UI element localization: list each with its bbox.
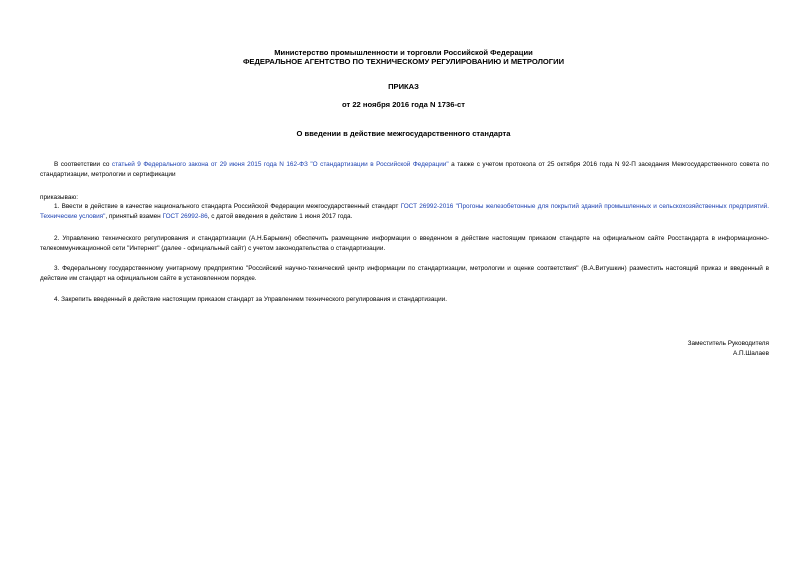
item-3-paragraph: 3. Федеральному государственному унитарному предприятию "Российский научно-технический центр информации по стандартизации, метрологии и оценке соответствия" (В.А.Витушкин) разместить настоящий приказ и введенный в действие им стандарт на официальном сайте в установленном порядке.: [40, 265, 769, 282]
gost-26992-86-link[interactable]: ГОСТ 26992-86: [162, 213, 208, 220]
document-type: ПРИКАЗ: [388, 82, 419, 91]
signature-name: А.П.Шалаев: [732, 350, 769, 357]
item-2-paragraph: 2. Управлению технического регулирования и стандартизации (А.Н.Барыкин) обеспечить размещение информации о введенном в действие настоящим приказом стандарте на официальном сайте Росстандарта в информационно-телекоммуникационной сети "Интернет" (далее - официальный сайт) с учетом законодательства о стандартизации.: [40, 235, 769, 252]
federal-law-link[interactable]: статьей 9 Федерального закона от 29 июня 2015 года N 162-ФЗ "О стандартизации в Российской Федерации": [111, 161, 449, 168]
item-1-paragraph: [40, 202, 769, 222]
intro-paragraph: [40, 160, 769, 180]
order-word: приказываю:: [40, 194, 78, 201]
document-date-number: от 22 ноября 2016 года N 1736-ст: [342, 100, 465, 109]
item-1-text-1: 1. Ввести в действие в качестве национального стандарта Российской Федерации межгосударственный стандарт: [54, 203, 401, 210]
signature-position: Заместитель Руководителя: [687, 340, 769, 347]
agency-name: ФЕДЕРАЛЬНОЕ АГЕНТСТВО ПО ТЕХНИЧЕСКОМУ РЕГУЛИРОВАНИЮ И МЕТРОЛОГИИ: [242, 57, 565, 66]
document-subject: О введении в действие межгосударственного стандарта: [296, 129, 511, 138]
item-1-text-2: , принятый взамен: [105, 213, 163, 220]
gost-26992-2016-link[interactable]: ГОСТ 26992-2016 "Прогоны железобетонные для покрытий зданий промышленных и сельскохозяйственных предприятий. Технические условия": [40, 203, 769, 220]
ministry-name: Министерство промышленности и торговли Российской Федерации: [274, 48, 533, 57]
intro-text-2: а также с учетом протокола от 25 октября 2016 года N 92-П заседания Межгосударственного совета по стандартизации, метрологии и сертификации: [40, 161, 769, 178]
intro-text-1: В соответствии со: [54, 161, 112, 168]
item-4-paragraph: 4. Закрепить введенный в действие настоящим приказом стандарт за Управлением технического регулирования и стандартизации.: [54, 296, 447, 303]
item-1-text-3: , с датой введения в действие 1 июня 2017 года.: [207, 213, 353, 220]
